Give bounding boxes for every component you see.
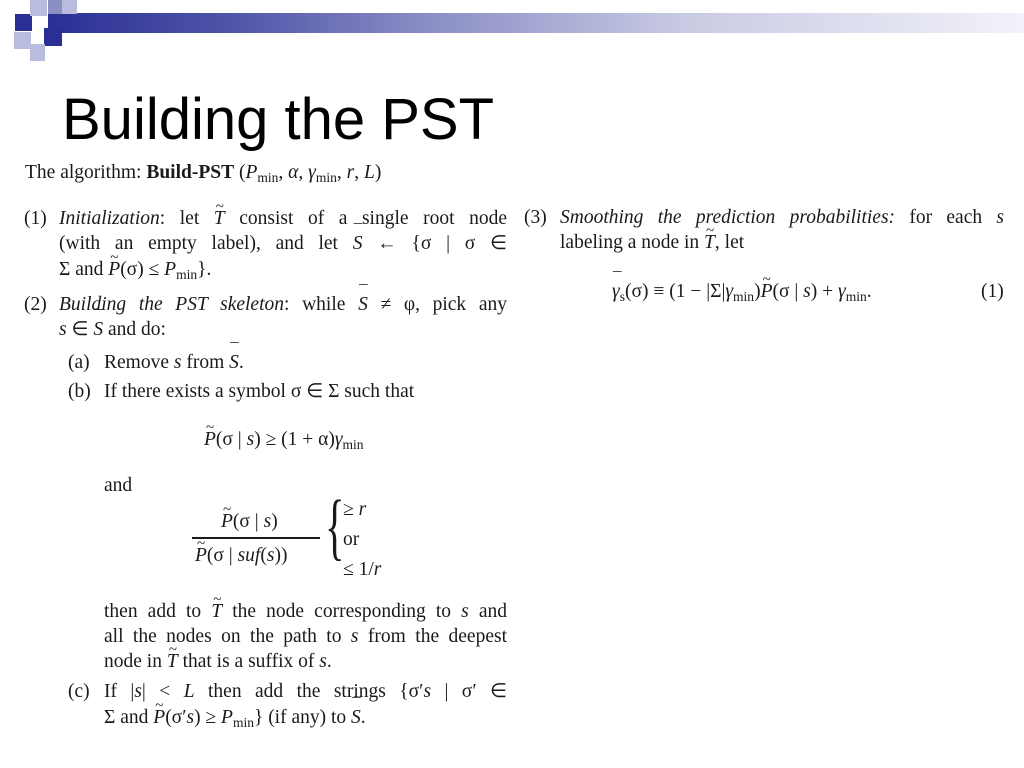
equation-number: (1) [981,281,1004,302]
step-2b-then-line-2: all the nodes on the path to s from the deepest [104,626,507,647]
decor-square [48,0,62,14]
step-1-line-2: (with an empty label), and let ¯ S ← {σ | σ ∈ [59,231,507,256]
step-2b-and: and [104,475,133,496]
step-1-line-3: Σ and ~ $P(\sigma) \le P_{min}$}. [59,257,211,287]
step-2-line-2: s ∈ ¯ S and do: [59,317,166,342]
step-2b-text: If there exists a symbol σ ∈ Σ such that [104,381,415,402]
case-ge-r: ≥ r [343,499,367,520]
step-2c-line-1: If |s| < L then add the strings {σ′s | σ′ ∈ [104,681,507,702]
step-2a-text: Remove s from ¯ S. [104,350,244,375]
step-2b-then-line-3: node in ~ T that is a suffix of s. [104,649,332,674]
fraction-numerator: ~ P(σ | s) [221,509,278,534]
step-2-line-1: Building the PST skeleton: while ¯ S ≠ φ, pick any [59,292,507,317]
step-2c-line-2: Σ and ~ $P(\sigma's) \ge P_{min}$} (if any) to ¯ S. [104,705,366,735]
step-3-equation: ¯ $\gamma_s(\sigma) \equiv (1$ − $|\Sigma|\gamma_{min})\sim$ P(σ | $s) + \gamma_{min}$. [612,279,872,309]
step-2b-then-line-1: then add to ~ T the node corresponding to s and [104,599,507,624]
decor-square [15,14,32,31]
case-or: or [343,529,360,550]
step-2b-equation: ~ P(σ | $s) \ge (1 + \alpha)\gamma_{min}$ [204,427,364,457]
step-2c-num: (c) [68,681,90,702]
header-gradient-bar [48,13,1024,33]
step-2-num: (2) [24,294,47,315]
slide-title: Building the PST [62,87,495,152]
decor-square [14,32,31,49]
case-le-1-over-r: ≤ 1/r [343,559,382,580]
algorithm-args: ($P_{min}$, α, $\gamma_{min}$, r, L) [238,162,382,185]
decor-square [30,0,47,16]
step-2b-num: (b) [68,381,91,402]
fraction-denominator: ~ P(σ | suf(s)) [195,543,287,568]
step-1-num: (1) [24,208,47,229]
step-3-line-2: labeling a node in ~ T, let [560,230,744,255]
decor-square [44,28,62,46]
fraction-bar [192,537,320,539]
decor-square [62,0,77,14]
decor-square [30,44,45,61]
algorithm-header [25,160,381,190]
step-2a-num: (a) [68,352,90,373]
algorithm-header-prefix: The algorithm: [25,162,147,183]
step-1-line-1: Initialization: let ~ T consist of a single root node [59,206,507,231]
cases-brace: { [325,486,345,568]
step-3-line-1: Smoothing the prediction probabilities: for each s [560,207,1004,228]
step-3-num: (3) [524,207,547,228]
algorithm-name: Build-PST [146,162,235,183]
